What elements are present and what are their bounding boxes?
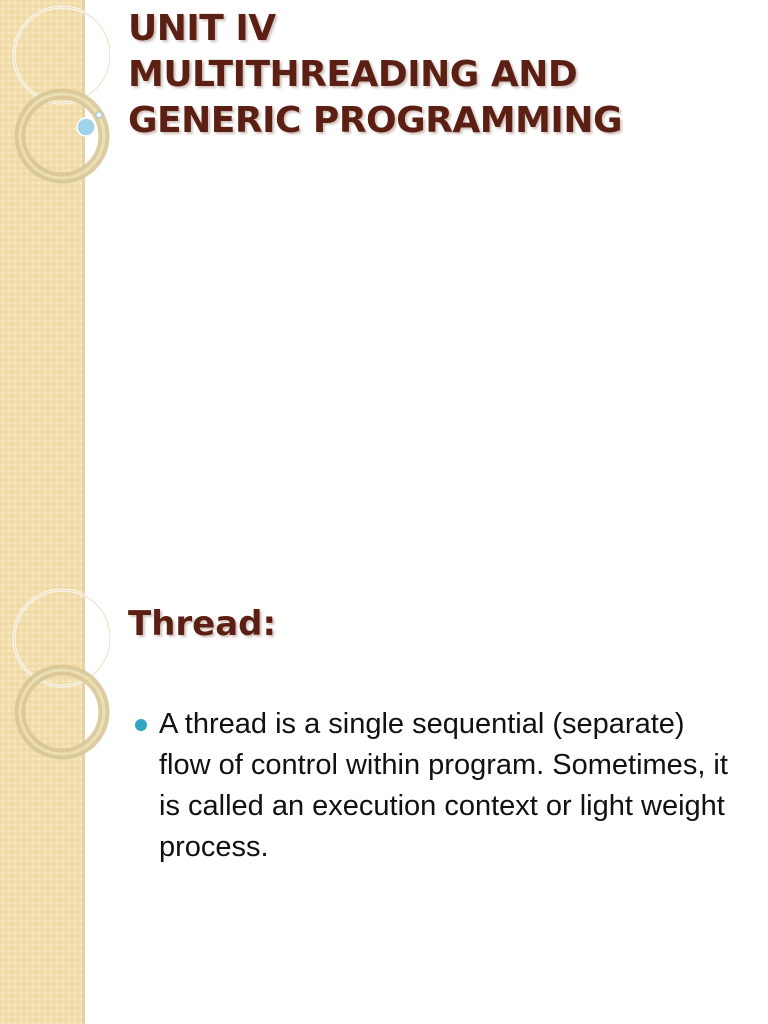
slide-title (128, 6, 622, 144)
title-line-2: MULTITHREADING AND (128, 54, 578, 95)
slide-2 (0, 576, 768, 1024)
decorative-rings-icon (0, 0, 110, 200)
bullet-dot-icon (135, 719, 147, 731)
decorative-rings-icon (0, 576, 110, 776)
bullet-text: A thread is a single sequential (separate) flow of control within program. Sometimes, it is called an execution context or light weight process. (159, 708, 728, 863)
bullet-item (132, 704, 732, 868)
title-line-1: UNIT IV (128, 8, 276, 49)
slide-heading: Thread: (128, 604, 277, 644)
bullet-list (132, 704, 732, 868)
title-line-3: GENERIC PROGRAMMING (128, 100, 622, 141)
